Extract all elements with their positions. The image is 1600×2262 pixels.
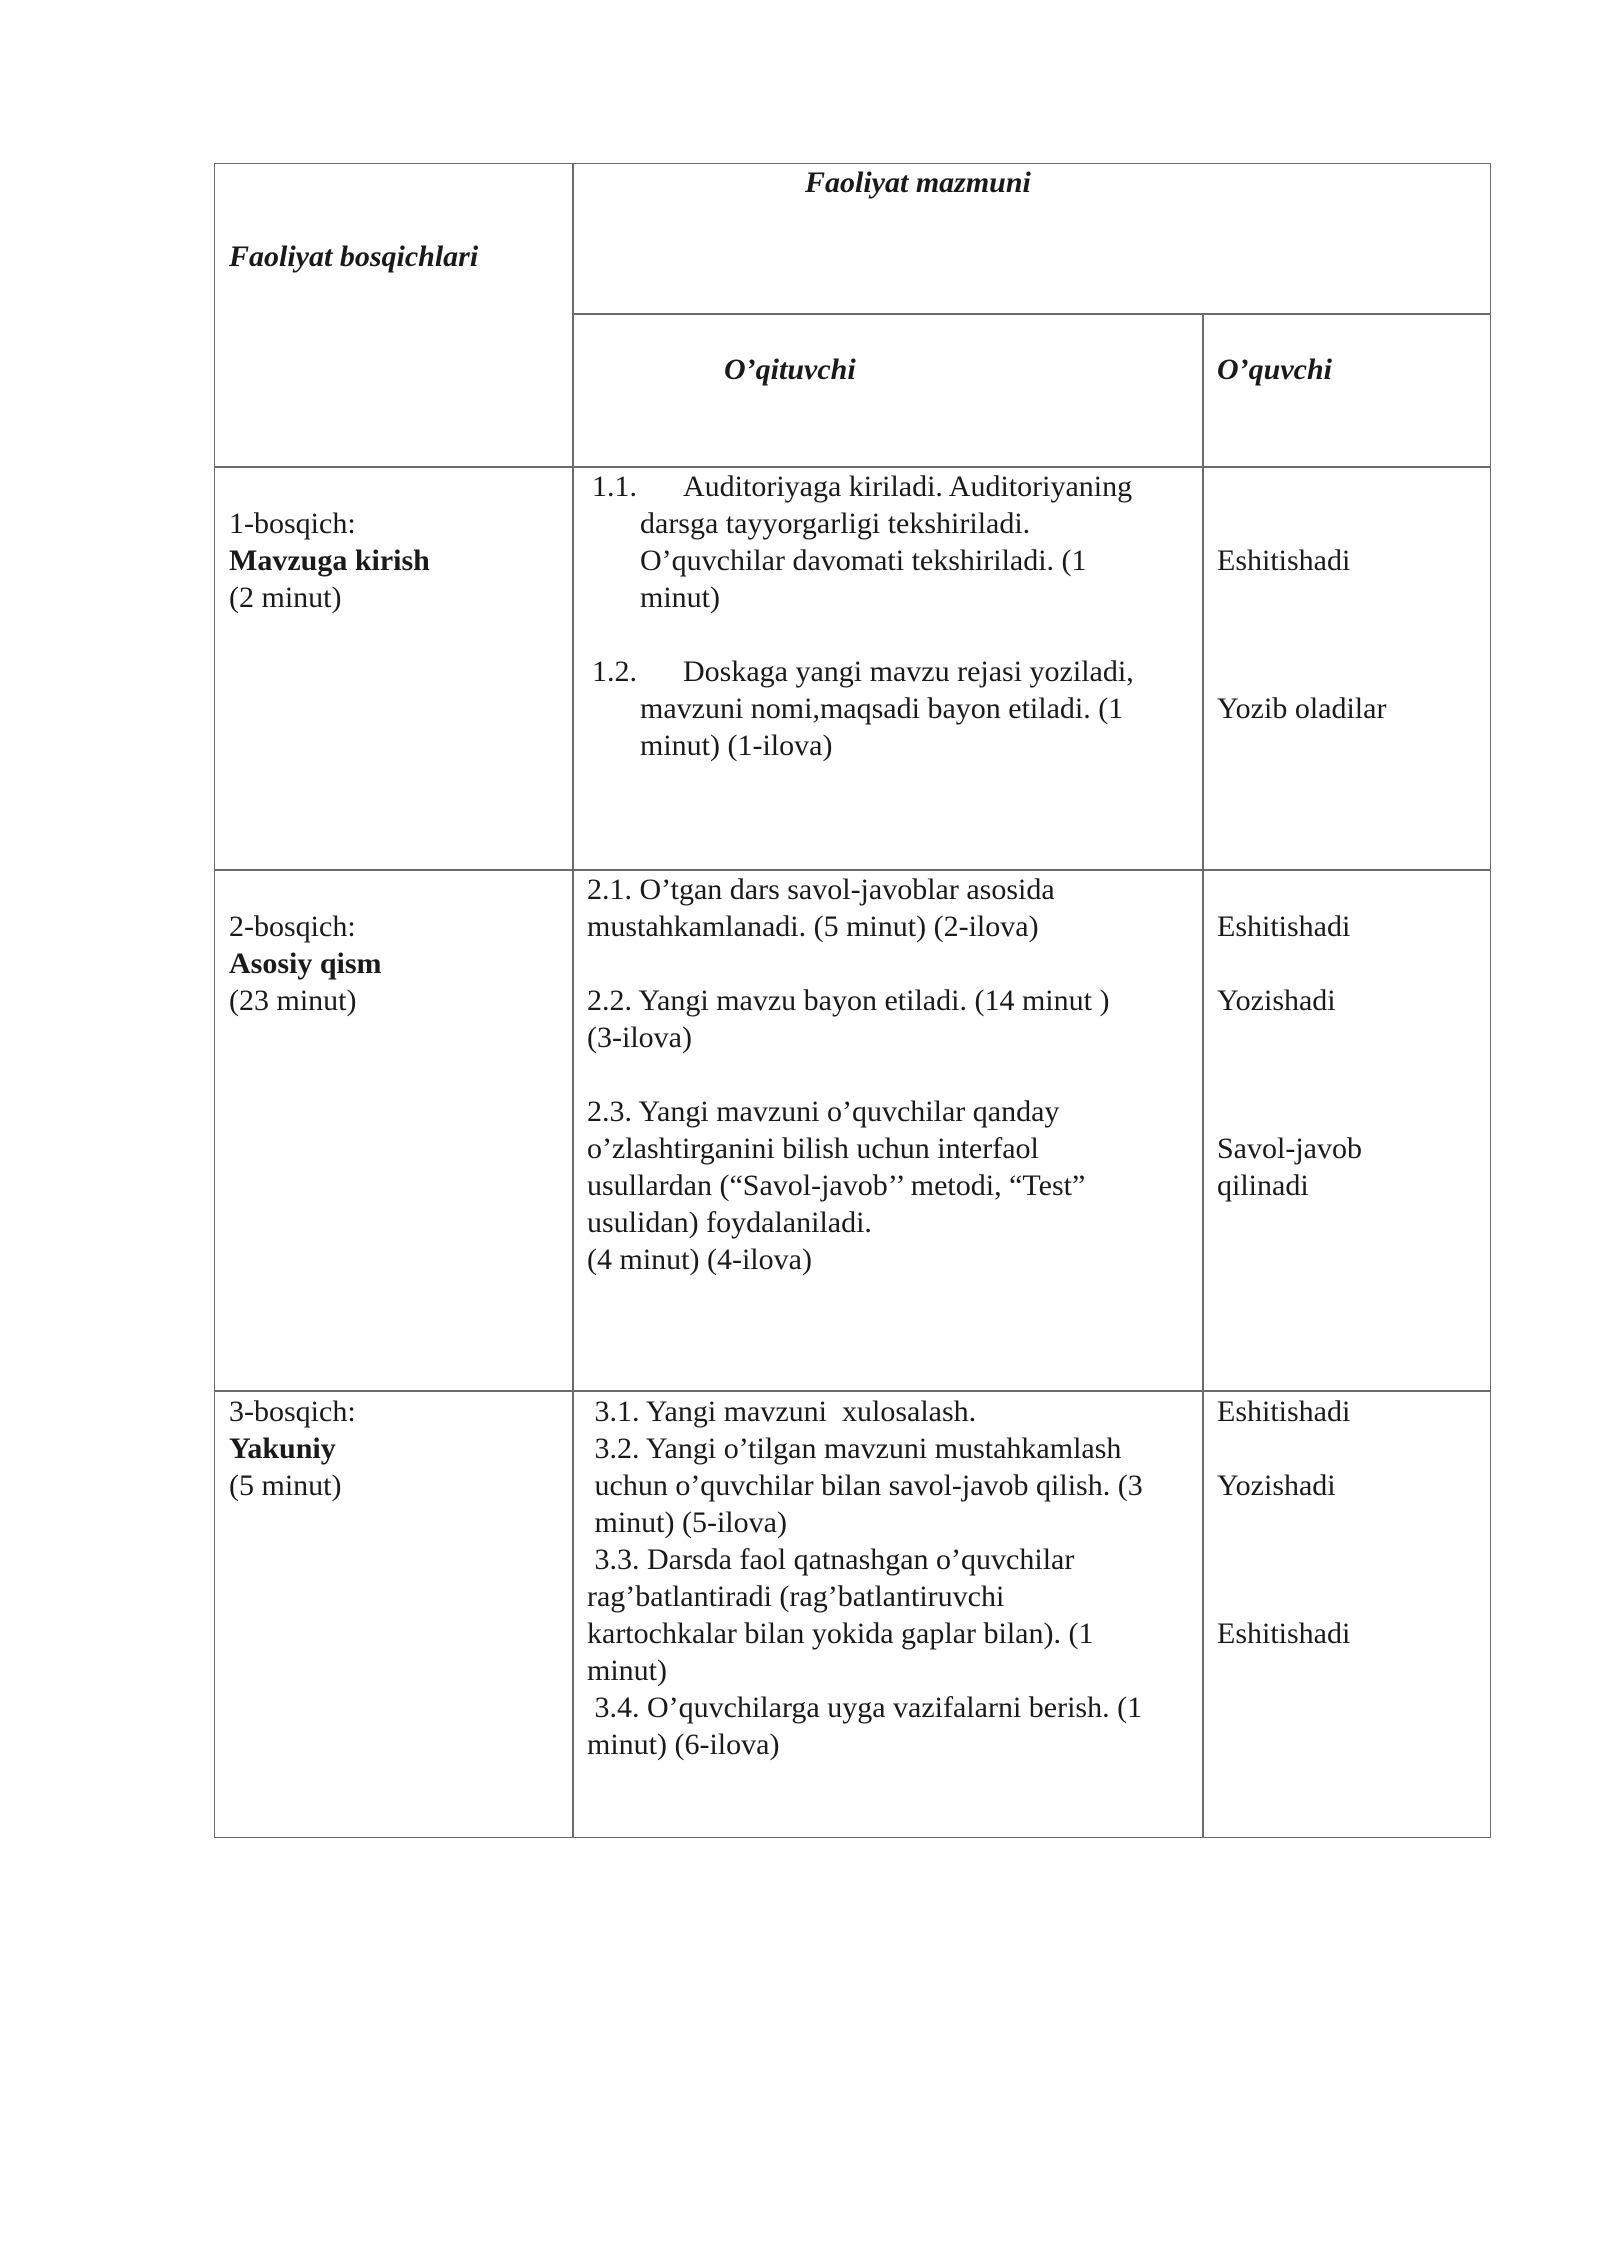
header-stages: Faoliyat bosqichlari: [229, 240, 479, 273]
header-content: Faoliyat mazmuni: [805, 166, 1031, 199]
teacher-item-3-2: 3.2. Yangi o’tilgan mavzuni mustahkamlash uchun o’quvchilar bilan savol-javob qilish. (3 minut) (5-ilova): [594, 1432, 1143, 1539]
teacher-item-2-2: 2.2. Yangi mavzu bayon etiladi. (14 minut ) (3-ilova): [587, 984, 1110, 1054]
stage-1-name: Mavzuga kirish: [229, 544, 430, 577]
student-3-2: Yozishadi: [1217, 1469, 1336, 1502]
item-first-line: Doskaga yangi mavzu rejasi yoziladi,: [683, 655, 1134, 688]
item-continuation: darsga tayyorgarligi tekshiriladi. O’quvchilar davomati tekshiriladi. (1 minut): [640, 507, 1087, 614]
teacher-item-3-3: 3.3. Darsda faol qatnashgan o’quvchilar rag’batlantiradi (rag’batlantiruvchi kartochkalar bilan yokida gaplar bilan). (1 minut): [587, 1543, 1094, 1687]
stage-1-label: 1-bosqich:: [229, 507, 356, 540]
teacher-item-3-1: 3.1. Yangi mavzuni xulosalash.: [587, 1395, 977, 1428]
item-continuation: mavzuni nomi,maqsadi bayon etiladi. (1 minut) (1-ilova): [640, 692, 1124, 762]
stage-1-time: (2 minut): [229, 581, 342, 614]
teacher-item-2-3: 2.3. Yangi mavzuni o’quvchilar qanday o’zlashtirganini bilish uchun interfaol usullardan (“Savol-javob’’ metodi, “Test” usulidan) foydalaniladi. (4 minut) (4-ilova): [587, 1095, 1086, 1276]
header-student: O’quvchi: [1217, 353, 1332, 386]
student-1-1: Eshitishadi: [1217, 544, 1351, 577]
header-teacher: O’qituvchi: [724, 353, 856, 386]
item-first-line: Auditoriyaga kiriladi. Auditoriyaning: [683, 470, 1133, 503]
stage-3-time: (5 minut): [229, 1469, 342, 1502]
stage-2-name: Asosiy qism: [229, 947, 382, 980]
student-2-1: Eshitishadi: [1217, 910, 1351, 943]
student-3-3: Eshitishadi: [1217, 1617, 1351, 1650]
stage-2-time: (23 minut): [229, 984, 357, 1017]
stage-2-label: 2-bosqich:: [229, 910, 356, 943]
item-number: 1.2.: [592, 655, 637, 688]
col-divider-2: [1202, 313, 1204, 1837]
stage-3-label: 3-bosqich:: [229, 1395, 356, 1428]
student-3-1: Eshitishadi: [1217, 1395, 1351, 1428]
student-2-3: Savol-javob qilinadi: [1217, 1132, 1362, 1202]
teacher-item-3-4: 3.4. O’quvchilarga uyga vazifalarni berish. (1 minut) (6-ilova): [587, 1691, 1143, 1761]
teacher-item-2-1: 2.1. O’tgan dars savol-javoblar asosida mustahkamlanadi. (5 minut) (2-ilova): [587, 873, 1055, 943]
student-1-2: Yozib oladilar: [1217, 692, 1387, 725]
row-divider-2: [215, 1390, 1490, 1392]
header-subdivider: [572, 313, 1490, 315]
col-divider-1: [572, 164, 574, 1837]
item-number: 1.1.: [592, 470, 637, 503]
student-2-2: Yozishadi: [1217, 984, 1336, 1017]
stage-3-name: Yakuniy: [229, 1432, 336, 1465]
